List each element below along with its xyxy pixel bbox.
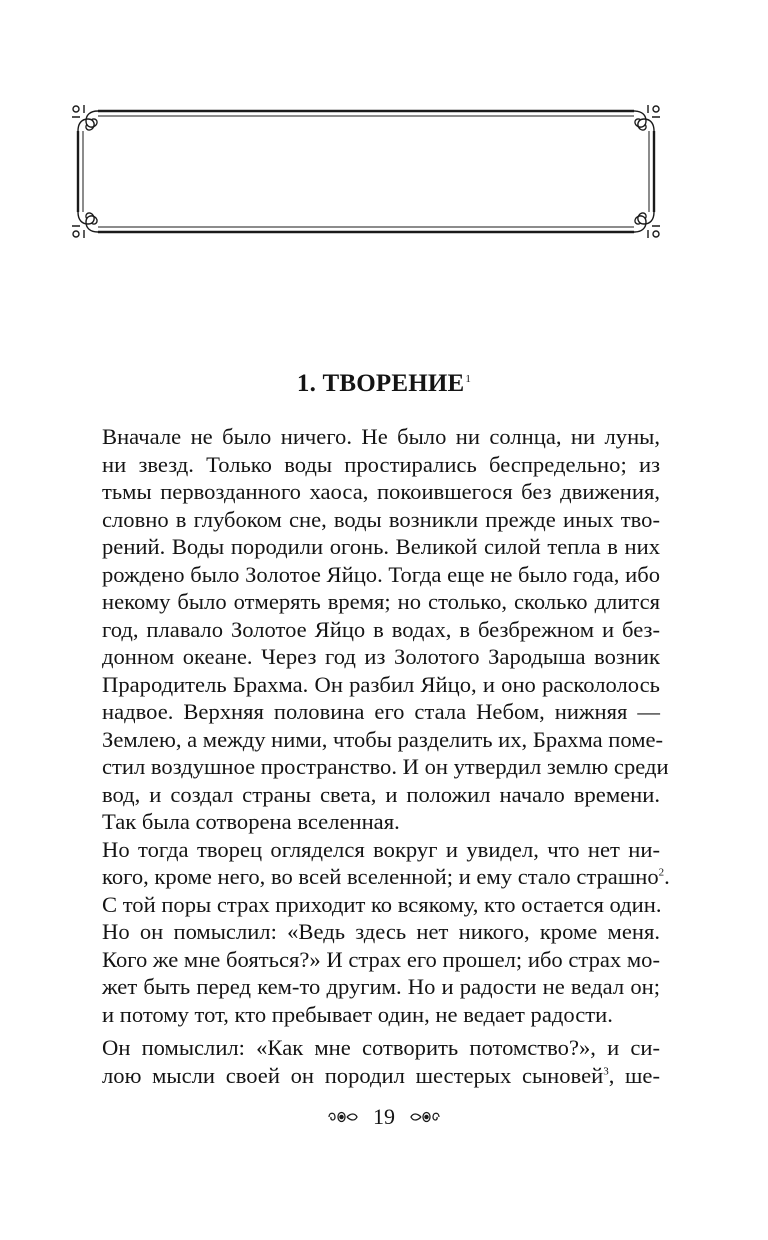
chapter-title-text: 1. ТВОРЕНИЕ (296, 370, 465, 397)
text-line: ни звезд. Только воды простирались беспредельно; из (102, 451, 660, 477)
footnote-marker: 2 (658, 866, 665, 879)
text-line: надвое. Верхняя половина его стала Небом, нижняя — (102, 699, 660, 724)
page-footer (0, 1100, 768, 1134)
text-line: и потому тот, кто пребывает один, не ведает радости. (102, 1001, 613, 1027)
text-line: С той поры страх приходит ко всякому, кто остается один. (102, 891, 662, 917)
text-line: Землею, а между ними, чтобы разделить их, Брахма поме- (102, 726, 664, 752)
text-line: тьмы первозданного хаоса, покоившегося без движения, (102, 479, 660, 504)
text-line: Кого же мне бояться?» И страх его прошел; ибо страх мо- (102, 946, 660, 972)
paragraph-3 (72, 1034, 660, 1089)
text-line: Вначале не было ничего. Не было ни солнца, ни луны, (102, 424, 660, 449)
text-line: вод, и создал страны света, и положил начало времени. (102, 781, 660, 807)
ornamental-frame-icon (70, 103, 662, 240)
text-line-with-footnote (72, 1062, 660, 1090)
text-line: Так была сотворена вселенная. (102, 809, 400, 834)
text-line: жет быть перед кем-то другим. Но и радости не ведал он; (102, 974, 660, 999)
text-line-tail: , ше- (608, 1062, 660, 1088)
ornamental-frame (70, 103, 662, 240)
text-line: год, плавало Золотое Яйцо в водах, в безбрежном и без- (102, 616, 660, 642)
footnote-marker: 3 (603, 1064, 609, 1077)
floral-ornament-icon (325, 1107, 359, 1127)
text-line: Прародитель Брахма. Он разбил Яйцо, и оно раскололось (102, 671, 660, 697)
text-line: некому было отмерять время; но столько, сколько длится (102, 589, 660, 614)
text-line: рождено было Золотое Яйцо. Тогда еще не было года, ибо (102, 561, 660, 587)
text-line: стил воздушное пространство. И он утвердил землю среди (102, 754, 669, 779)
text-line: словно в глубоком сне, воды возникли прежде иных тво- (102, 506, 660, 532)
page-number: 19 (373, 1104, 395, 1129)
text-line: рений. Воды породили огонь. Великой силой тепла в них (102, 534, 660, 559)
sentence-period: . (664, 864, 670, 889)
text-line: Он помыслил: «Как мне сотворить потомство?», и си- (102, 1035, 660, 1060)
chapter-title (0, 370, 768, 398)
text-line-with-footnote (72, 863, 670, 891)
floral-ornament-icon (409, 1107, 443, 1127)
text-line: Но он помыслил: «Ведь здесь нет никого, кроме меня. (102, 919, 660, 944)
paragraph-1 (72, 423, 669, 836)
body-text (72, 423, 670, 1089)
paragraph-2 (72, 836, 670, 1029)
text-line-content: кого, кроме него, во всей вселенной; и ему стало страшно (102, 864, 659, 889)
text-line: донном океане. Через год из Золотого Зародыша возник (102, 644, 660, 669)
text-line-content: лою мысли своей он породил шестерых сыновей (102, 1062, 604, 1088)
chapter-footnote-marker: 1 (465, 372, 472, 385)
text-line: Но тогда творец огляделся вокруг и увидел, что нет ни- (102, 836, 660, 862)
